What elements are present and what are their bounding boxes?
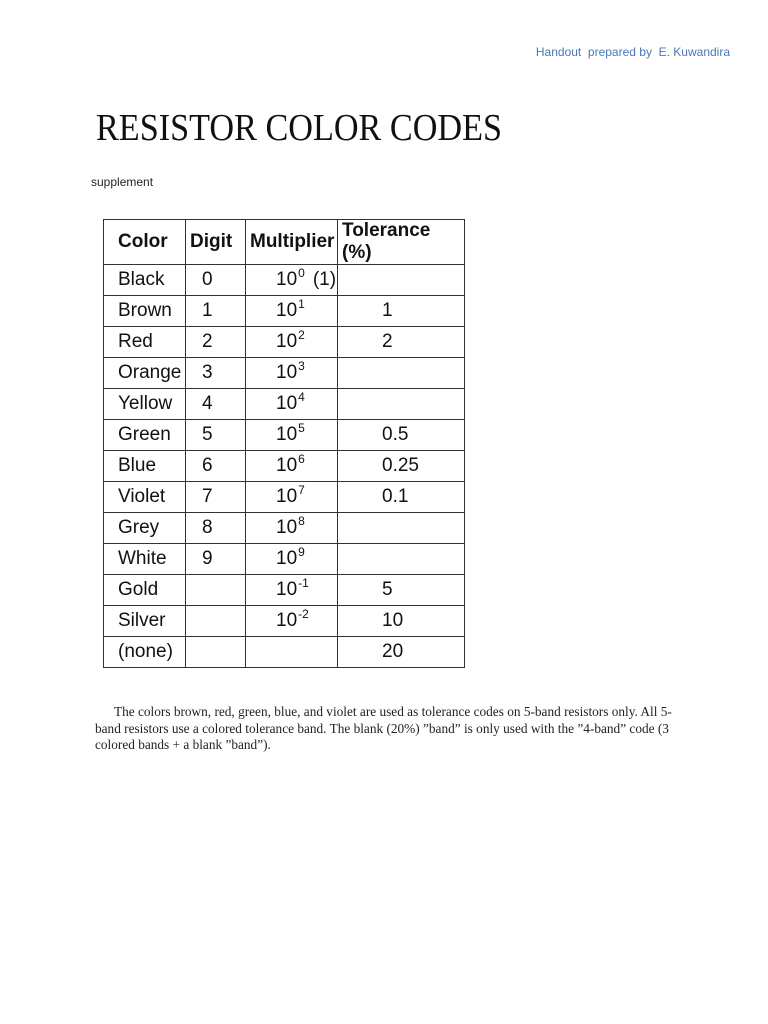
- table-row: [104, 389, 465, 420]
- table-row: [104, 637, 465, 668]
- multiplier-exponent: 4: [298, 390, 305, 404]
- multiplier-exponent: 0: [298, 266, 305, 280]
- cell-color: (none): [104, 637, 186, 668]
- cell-digit: [186, 575, 246, 606]
- subtitle: supplement: [91, 175, 154, 189]
- cell-tolerance: 2: [338, 327, 465, 358]
- cell-tolerance: 0.25: [338, 451, 465, 482]
- table-row: [104, 358, 465, 389]
- cell-digit: 4: [186, 389, 246, 420]
- multiplier-exponent: 5: [298, 421, 305, 435]
- multiplier-exponent: 1: [298, 297, 305, 311]
- table-row: [104, 482, 465, 513]
- multiplier-exponent: -1: [298, 576, 309, 590]
- multiplier-exponent: 6: [298, 452, 305, 466]
- multiplier-exponent: 9: [298, 545, 305, 559]
- cell-tolerance: [338, 358, 465, 389]
- document-title: RESISTOR COLOR CODES: [96, 107, 503, 149]
- cell-tolerance: 10: [338, 606, 465, 637]
- cell-digit: 8: [186, 513, 246, 544]
- table-row: [104, 544, 465, 575]
- cell-multiplier: [246, 389, 338, 420]
- multiplier-exponent: 8: [298, 514, 305, 528]
- cell-digit: 7: [186, 482, 246, 513]
- table-row: [104, 513, 465, 544]
- header-tolerance: Tolerance (%): [338, 220, 465, 265]
- table-row: [104, 265, 465, 296]
- table-header-row: [104, 220, 465, 265]
- multiplier-base: 10: [276, 362, 298, 383]
- cell-color: Red: [104, 327, 186, 358]
- cell-color: White: [104, 544, 186, 575]
- header-digit: Digit: [186, 220, 246, 265]
- cell-multiplier: [246, 575, 338, 606]
- cell-multiplier: [246, 544, 338, 575]
- multiplier-base: 10: [276, 424, 298, 445]
- table-row: [104, 575, 465, 606]
- cell-multiplier: [246, 420, 338, 451]
- cell-multiplier: [246, 637, 338, 668]
- cell-multiplier: [246, 606, 338, 637]
- table-body: [104, 265, 465, 668]
- cell-tolerance: 20: [338, 637, 465, 668]
- table-row: [104, 420, 465, 451]
- cell-color: Gold: [104, 575, 186, 606]
- multiplier-base: 10: [276, 517, 298, 538]
- multiplier-base: 10: [276, 269, 298, 290]
- cell-tolerance: 0.1: [338, 482, 465, 513]
- cell-digit: 9: [186, 544, 246, 575]
- cell-tolerance: [338, 513, 465, 544]
- cell-digit: [186, 606, 246, 637]
- cell-multiplier: [246, 513, 338, 544]
- cell-color: Silver: [104, 606, 186, 637]
- cell-color: Black: [104, 265, 186, 296]
- header-multiplier: Multiplier: [246, 220, 338, 265]
- table-row: [104, 451, 465, 482]
- cell-tolerance: 1: [338, 296, 465, 327]
- header-prepared-by: Handout prepared by E. Kuwandira: [535, 45, 730, 59]
- cell-color: Blue: [104, 451, 186, 482]
- cell-tolerance: [338, 389, 465, 420]
- cell-digit: 0: [186, 265, 246, 296]
- cell-multiplier: [246, 296, 338, 327]
- header-color: Color: [104, 220, 186, 265]
- multiplier-exponent: 3: [298, 359, 305, 373]
- cell-color: Violet: [104, 482, 186, 513]
- multiplier-base: 10: [276, 610, 298, 631]
- multiplier-base: 10: [276, 393, 298, 414]
- cell-tolerance: [338, 544, 465, 575]
- table-row: [104, 327, 465, 358]
- multiplier-exponent: -2: [298, 607, 309, 621]
- multiplier-base: 10: [276, 300, 298, 321]
- multiplier-exponent: 7: [298, 483, 305, 497]
- multiplier-base: 10: [276, 455, 298, 476]
- cell-digit: 6: [186, 451, 246, 482]
- cell-multiplier: [246, 358, 338, 389]
- cell-multiplier: [246, 327, 338, 358]
- cell-multiplier: [246, 482, 338, 513]
- cell-color: Brown: [104, 296, 186, 327]
- multiplier-base: 10: [276, 486, 298, 507]
- cell-multiplier: [246, 451, 338, 482]
- cell-multiplier: [246, 265, 338, 296]
- color-code-table: [103, 219, 465, 668]
- explanatory-note: The colors brown, red, green, blue, and violet are used as tolerance codes on 5-band resistors only. All 5-band resistors use a colored tolerance band. The blank (20%) ”band” is only used with the ”4-band” code (3 colored bands + a blank ”band”).: [95, 704, 672, 752]
- multiplier-base: 10: [276, 579, 298, 600]
- cell-digit: [186, 637, 246, 668]
- table-row: [104, 606, 465, 637]
- multiplier-exponent: 2: [298, 328, 305, 342]
- cell-digit: 5: [186, 420, 246, 451]
- multiplier-note: (1): [312, 269, 337, 290]
- multiplier-base: 10: [276, 548, 298, 569]
- cell-color: Yellow: [104, 389, 186, 420]
- cell-color: Green: [104, 420, 186, 451]
- cell-digit: 2: [186, 327, 246, 358]
- cell-color: Orange: [104, 358, 186, 389]
- multiplier-base: 10: [276, 331, 298, 352]
- cell-tolerance: 5: [338, 575, 465, 606]
- cell-tolerance: [338, 265, 465, 296]
- cell-digit: 1: [186, 296, 246, 327]
- cell-tolerance: 0.5: [338, 420, 465, 451]
- cell-digit: 3: [186, 358, 246, 389]
- table-row: [104, 296, 465, 327]
- cell-color: Grey: [104, 513, 186, 544]
